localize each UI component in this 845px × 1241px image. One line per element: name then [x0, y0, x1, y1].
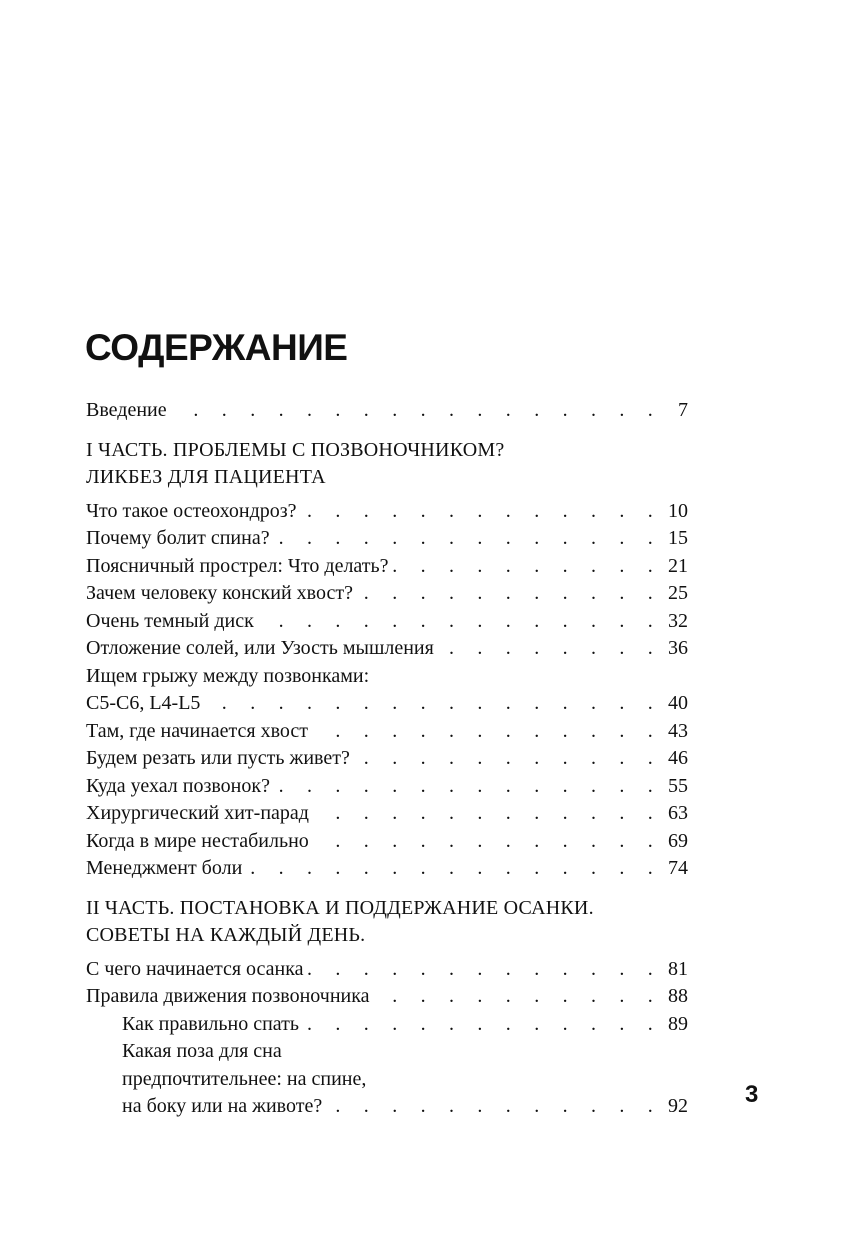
toc-page-number: 43	[668, 719, 688, 742]
leader-dots	[438, 635, 662, 663]
part-heading-line: I ЧАСТЬ. ПРОБЛЕМЫ С ПОЗВОНОЧНИКОМ?	[86, 438, 505, 461]
toc-page-number: 55	[668, 774, 688, 797]
toc-entry-label: Отложение солей, или Узость мышления	[86, 637, 434, 659]
toc-entry[interactable]	[86, 580, 688, 608]
toc-entry[interactable]	[86, 956, 688, 984]
toc-entry-label: Будем резать или пусть живет?	[86, 747, 350, 769]
toc-page-number: 32	[668, 609, 688, 632]
toc-page-number: 74	[668, 857, 688, 879]
toc-entry[interactable]	[86, 498, 688, 526]
toc-page-number: 63	[668, 802, 688, 824]
leader-dots	[312, 718, 662, 746]
toc-page-number: 40	[668, 692, 688, 714]
toc-entry-label: Зачем человеку конский хвост?	[86, 582, 353, 604]
toc-entry-label: Менеджмент боли	[86, 857, 243, 879]
leader-dots	[313, 800, 662, 828]
leader-dots	[326, 1093, 662, 1121]
toc-entry[interactable]	[86, 525, 688, 553]
part-2-heading	[86, 895, 688, 950]
leader-dots	[258, 608, 662, 636]
toc-page-number: 15	[668, 527, 688, 549]
toc-page-number: 36	[668, 637, 688, 659]
table-of-contents	[86, 397, 688, 1121]
toc-entry[interactable]	[86, 718, 688, 746]
toc-entry-label: Введение	[86, 399, 167, 421]
toc-entry-label: Хирургический хит-парад	[86, 802, 309, 824]
toc-entry-label: С чего начинается осанка	[86, 957, 304, 980]
toc-entry-intro[interactable]	[86, 397, 688, 425]
toc-subentry[interactable]	[86, 1011, 688, 1039]
toc-page-number: 89	[668, 1012, 688, 1035]
toc-page-number: 81	[668, 957, 688, 980]
toc-subentry[interactable]	[86, 1093, 688, 1121]
toc-entry[interactable]	[86, 745, 688, 773]
toc-entry-label: Что такое остеохондроз?	[86, 499, 297, 522]
toc-entry-label: C5-C6, L4-L5	[86, 692, 201, 714]
leader-dots	[301, 498, 662, 526]
leader-dots	[303, 1011, 662, 1039]
toc-entry-label: Когда в мире нестабильно	[86, 829, 309, 852]
toc-page-number: 10	[668, 499, 688, 522]
toc-entry-label: на боку или на животе?	[122, 1095, 323, 1117]
toc-entry[interactable]	[86, 690, 688, 718]
toc-entry[interactable]	[86, 828, 688, 856]
toc-page-number: 69	[668, 829, 688, 852]
toc-page-number: 88	[668, 985, 688, 1007]
leader-dots	[274, 773, 662, 801]
leader-dots	[374, 983, 662, 1011]
toc-entry-label: Как правильно спать	[122, 1012, 300, 1035]
toc-entry-label-line: Какая поза для сна	[122, 1040, 282, 1062]
toc-entry[interactable]	[86, 635, 688, 663]
toc-entry[interactable]	[86, 983, 688, 1011]
toc-entry[interactable]	[86, 608, 688, 636]
page-number: 3	[745, 1081, 759, 1108]
leader-dots	[274, 525, 662, 553]
toc-entry[interactable]	[86, 800, 688, 828]
toc-entry-label: Правила движения позвоночника	[86, 985, 370, 1007]
part-1-heading	[86, 437, 688, 492]
leader-dots	[308, 956, 662, 984]
leader-dots	[246, 855, 662, 883]
part-heading-line: СОВЕТЫ НА КАЖДЫЙ ДЕНЬ.	[86, 924, 366, 946]
leader-dots	[171, 397, 662, 425]
toc-entry-label-line: предпочтительнее: на спине,	[122, 1067, 367, 1090]
leader-dots	[313, 828, 662, 856]
toc-entry-label: Там, где начинается хвост	[86, 719, 308, 742]
toc-entry-label: Почему болит спина?	[86, 527, 270, 549]
toc-entry-label: Очень темный диск	[86, 609, 254, 632]
leader-dots	[354, 745, 662, 773]
toc-entry-label: Куда уехал позвонок?	[86, 774, 270, 797]
toc-entry[interactable]	[86, 855, 688, 883]
toc-entry-label-line: Ищем грыжу между позвонками:	[86, 664, 370, 687]
toc-page-number: 92	[668, 1095, 688, 1117]
page-title: СОДЕРЖАНИЕ	[85, 327, 348, 368]
toc-entry-label: Поясничный прострел: Что делать?	[86, 554, 389, 577]
part-heading-line: ЛИКБЕЗ ДЛЯ ПАЦИЕНТА	[86, 466, 326, 488]
toc-page-number: 7	[678, 399, 688, 421]
toc-entry[interactable]	[86, 553, 688, 581]
part-heading-line: II ЧАСТЬ. ПОСТАНОВКА И ПОДДЕРЖАНИЕ ОСАНКИ.	[86, 896, 594, 919]
leader-dots	[393, 553, 662, 581]
leader-dots	[204, 690, 662, 718]
leader-dots	[357, 580, 662, 608]
toc-page-number: 21	[668, 554, 688, 577]
toc-page-number: 46	[668, 747, 688, 769]
toc-entry[interactable]	[86, 773, 688, 801]
toc-page-number: 25	[668, 582, 688, 604]
